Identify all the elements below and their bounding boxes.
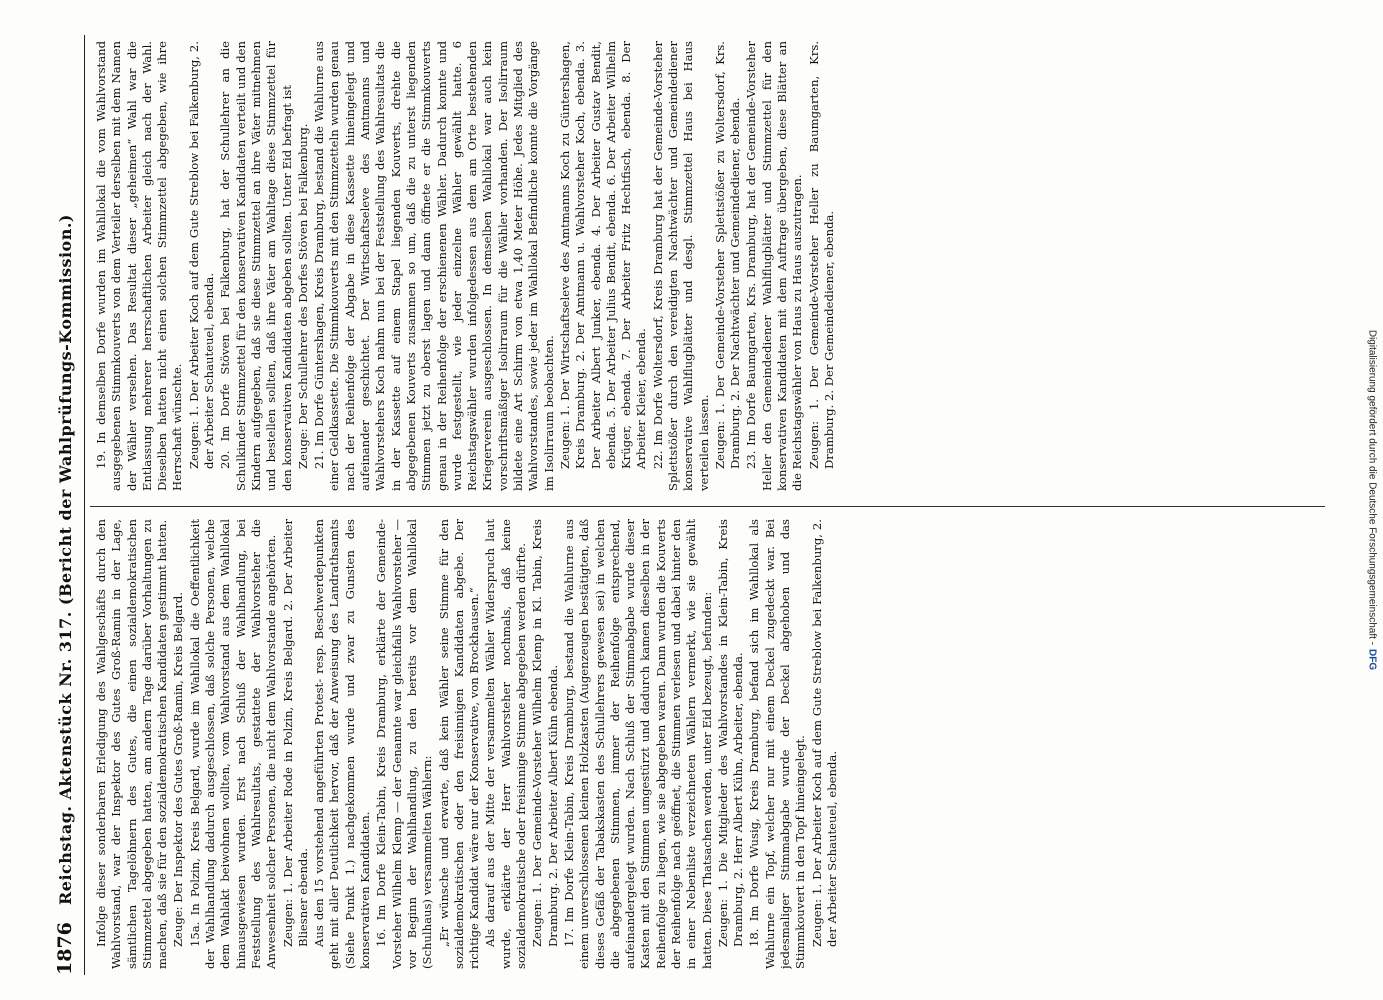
page-title: Reichstag. Aktenstück Nr. 317. (Bericht der Wahlprüfungs-Kommission.) bbox=[56, 214, 75, 905]
right-column bbox=[94, 41, 1329, 491]
paragraph: 16. Im Dorfe Klein-Tabin, Kreis Dramburg, erklärte der Gemeinde-Vorsteher Wilhelm Klemp — der Genannte war gleichfalls Wahlvorsteher — vor Beginn der Wahlhandlung, zu den bereits vor dem Wahllokal (Schulhaus) versammelten Wählern: bbox=[374, 519, 435, 969]
paragraph: Aus den 15 vorstehend angeführten Protest- resp. Beschwerdepunkten geht mit aller Deutlichkeit hervor, daß der Anweisung des Landrathsamts (Siehe Punkt 1.) nachgekommen wurde und zwar zu Gunsten des konservativen Kandidaten. bbox=[312, 519, 373, 969]
paragraph: Zeugen: 1. Der Arbeiter Koch auf dem Gute Streblow bei Falkenburg, 2. der Arbeiter Schauteuel, ebenda. bbox=[809, 519, 839, 947]
column-divider bbox=[90, 506, 1325, 507]
paragraph: 19. In demselben Dorfe wurden im Wahllokal die vom Wahlvorstand ausgegebenen Stimmkouverts von dem Verteiler derselben mit dem Namen der Wähler versehen. Das Resultat dieser „geheimen“ Wahl war die Entlassung mehrerer herrschaftlichen Arbeiter gleich nach der Wahl. Dieselben hatten nicht einen solchen Stimmzettel abgegeben, wie ihre Herrschaft wünschte. bbox=[94, 41, 185, 491]
paragraph: 22. Im Dorfe Woltersdorf, Kreis Dramburg hat der Gemeinde-Vorsteher Splettstößer durch den vereidigten Nachtwächter und Gemeindediener konservative Wahlflugblätter und desgl. Stimmzettel Haus bei Haus verteilen lassen. bbox=[650, 41, 711, 491]
paragraph: Zeugen: 1. Der Wirtschaftseleve des Amtmanns Koch zu Güntershagen, Kreis Dramburg. 2. Der Amtmann u. Wahlvorsteher Koch, ebenda. 3. Der Arbeiter Albert Junker, ebenda. 4. Der Arbeiter Gustav Bendit, ebenda. 5. Der Arbeiter Julius Bendit, ebenda. 6. Der Arbeiter Wilhelm Krüger, ebenda. 7. Der Arbeiter Fritz Hechtfisch, ebenda. 8. Der Arbeiter Kleier, ebenda. bbox=[557, 41, 649, 469]
footer-text: Digitalisierung gefördert durch die Deutsche Forschungsgemeinschaft - bbox=[1366, 329, 1378, 646]
paragraph: 17. Im Dorfe Klein-Tabin, Kreis Dramburg, bestand die Wahlurne aus einem unverschlossenen kleinen Holzkasten (Augenzeugen bestätigten, daß dieses Gefäß der Tabakskasten des Schullehrers gewesen sei) in welchen die abgegebenen Stimmen, immer der Reihenfolge entsprechend, aufeinandergelegt wurden. Nach Schluß der Stimmabgabe wurde dieser Kasten mit den Stimmen umgestürzt und dadurch kamen dieselben in der Reihenfolge zu liegen, wie sie abgegeben waren. Dann wurden die Kouverts der Reihenfolge nach geöffnet, die Stimmen verlesen und dabei hinter den in einer Nebenliste verzeichneten Wählern vermerkt, wie sie gewählt hatten. Diese Thatsachen werden, unter Eid bezeugt, befunden: bbox=[561, 519, 714, 969]
paragraph: 15a. In Polzin, Kreis Belgard, wurde im Wahllokal die Oeffentlichkeit der Wahlhandlung dadurch ausgeschlossen, daß solche Personen, welche dem Wahlakt beiwohnen wollten, vom Wahlvorstand aus dem Wahllokal hinausgewiesen wurden. Erst nach Schluß der Wahlhandlung, bei Feststellung des Wahlresultats, gestattete der Wahlvorsteher die Anwesenheit solcher Personen, die nicht dem Wahlvorstande angehörten. bbox=[187, 519, 279, 969]
paragraph: Zeugen: 1. Der Gemeinde-Vorsteher Heller zu Baumgarten, Krs. Dramburg. 2. Der Gemeindediener, ebenda. bbox=[806, 41, 836, 469]
digitization-footer bbox=[1367, 330, 1378, 670]
paragraph: „Er wünsche und erwarte, daß kein Wähler seine Stimme für den sozialdemokratischen oder den freisinnigen Kandidaten abgebe. Der richtige Kandidat wäre nur der Konservative, von Brockhausen.“ bbox=[436, 519, 482, 969]
dfg-logo: DFG bbox=[1366, 649, 1378, 671]
rotated-page-content bbox=[50, 35, 1340, 975]
paragraph: Zeugen: 1. Der Gemeinde-Vorsteher Wilhelm Klemp in Kl. Tabin, Kreis Dramburg. 2. Der Arbeiter Albert Kühn ebenda. bbox=[530, 519, 560, 947]
paragraph: Zeuge: Der Schullehrer des Dorfes Stöven bei Falkenburg. bbox=[295, 123, 310, 469]
left-column bbox=[94, 519, 1329, 969]
page-number: 1876 bbox=[54, 922, 76, 975]
paragraph: Zeugen: 1. Der Gemeinde-Vorsteher Splettstößer zu Woltersdorf, Krs. Dramburg. 2. Der Nachtwächter und Gemeindediener, ebenda. bbox=[712, 41, 743, 469]
paragraph: Infolge dieser sonderbaren Erledigung des Wahlgeschäfts durch den Wahlvorstand, war der Inspektor des Gutes Groß-Ramin in der Lage, sämtlichen Tagelöhnern des Gutes, die einen sozialdemokratischen Stimmzettel abgegeben hatten, am andern Tage darüber Vorhaltungen zu machen, daß sie für den sozialdemokratischen Kandidaten gestimmt hatten. bbox=[94, 519, 170, 969]
paragraph: Zeugen: 1. Der Arbeiter Rode in Polzin, Kreis Belgard. 2. Der Arbeiter Bliesner ebenda. bbox=[280, 519, 310, 947]
page-header bbox=[50, 35, 85, 975]
paragraph: Zeugen: 1. Der Arbeiter Koch auf dem Gute Streblow bei Falkenburg, 2. der Arbeiter Schauteuel, ebenda. bbox=[186, 41, 217, 469]
paragraph: 20. Im Dorfe Stöven bei Falkenburg, hat der Schullehrer an die Schulkinder Stimmzettel für den konservativen Kandidaten verteilt und den Kindern aufgegeben, daß sie diese Stimmzettel an ihre Väter mitnehmen und bestellen sollten, daß ihre Väter am Wahltage diese Stimmzettel für den konservativen Kandidaten abgeben sollten. Unter Eid befragt ist bbox=[218, 41, 294, 491]
paragraph: 18. Im Dorfe Wusig, Kreis Dramburg, befand sich im Wahllokal als Wahlurne ein Topf, welcher nur mit einem Deckel zugedeckt war. Bei jedesmaliger Stimmabgabe wurde der Deckel abgehoben und das Stimmkouvert in den Topf hineingelegt. bbox=[747, 519, 808, 969]
paragraph: 21. Im Dorfe Güntershagen, Kreis Dramburg, bestand die Wahlurne aus einer Geldkassette. Die Stimmkouverts mit den Stimmzetteln wurden genau nach der Reihenfolge der Abgabe in diese Kassette hineingelegt und aufeinander geschichtet. Der Wirtschaftseleve des Amtmanns und Wahlvorstehers Koch nahm nun bei der Feststellung des Wahlresultats die in der Kassette auf einem Stapel liegenden Kouverts, drehte die abgegebenen Kouverts zusammen so um, daß die zu unterst liegenden Stimmen jetzt zu oberst lagen und dann öffnete er die Stimmkouverts genau in der Reihenfolge der erschienenen Wähler. Dadurch konnte und wurde festgestellt, wie jeder einzelne Wähler gewählt hatte. 6 Reichstagswähler wurden infolgedessen aus dem am Orte bestehenden Kriegerverein ausgeschlossen. In demselben Wahllokal war auch kein vorschriftsmäßiger Isolirraum für die Wähler vorhanden. Der Isolirraum bildete eine Art Schirm von etwa 1,40 Meter Höhe. Jedes Mitglied des Wahlvorstandes, sowie jeder im Wahllokal Befindliche konnte die Vorgänge im Isolirraum beobachten. bbox=[312, 41, 556, 491]
paragraph: Zeugen: 1. Die Mitglieder des Wahlvorstandes in Klein-Tabin, Kreis Dramburg, 2. Herr Albert Kühn, Arbeiter, ebenda. bbox=[715, 519, 746, 947]
paragraph: 23. Im Dorfe Baumgarten, Krs. Dramburg, hat der Gemeinde-Vorsteher Heller den Gemeindediener Wahlflugblätter und Stimmzettel für den konservativen Kandidaten mit dem Auftrage übergeben, diese Blätter an die Reichstagswähler von Haus zu Haus auszutragen. bbox=[744, 41, 805, 491]
paragraph: Als darauf aus der Mitte der versammelten Wähler Widerspruch laut wurde, erklärte der Herr Wahlvorsteher nochmals, daß keine sozialdemokratische oder freisinnige Stimme abgegeben werden dürfte. bbox=[483, 519, 529, 969]
paragraph: Zeuge: Der Inspektor des Gutes Groß-Ramin, Kreis Belgard. bbox=[171, 592, 186, 947]
